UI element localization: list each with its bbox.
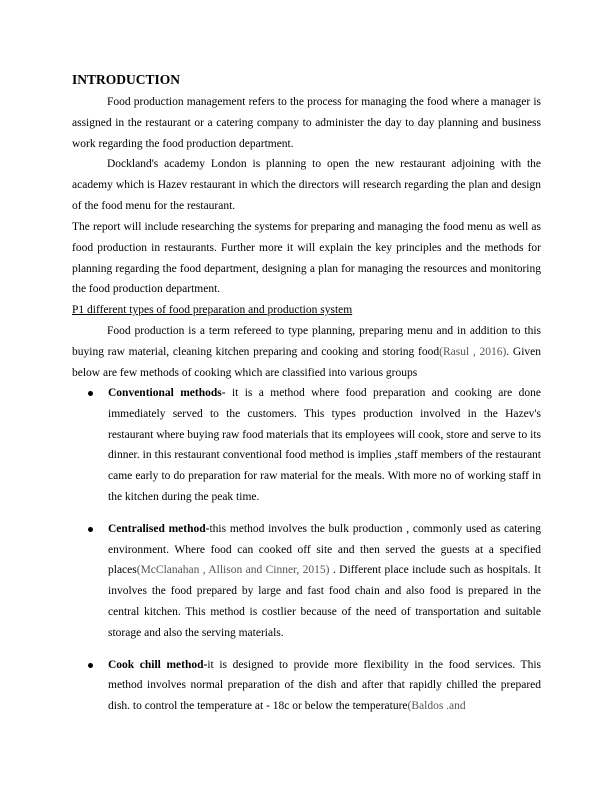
section-intro-paragraph: [72, 321, 541, 383]
method-title: Centralised method-: [108, 522, 210, 535]
list-item: [72, 519, 541, 644]
section-intro-text-end: . Given below are few methods of cooking which are classified into various groups: [72, 345, 541, 379]
method-text: it is designed to provide more flexibility in the food services. This method involves normal preparation of the dish and after that rapidly chilled the prepared dish. to control the temperature at - 18c or below the temperature: [108, 658, 541, 713]
method-title: Conventional methods-: [108, 387, 226, 399]
intro-paragraph-3: The report will include researching the systems for preparing and managing the food menu as well as food production in restaurants. Further more it will explain the key principles and the methods for planning regarding the food department, designing a plan for managing the resources and monitoring the food production department.: [72, 221, 541, 296]
method-text: this method involves the bulk production , commonly used as catering environment. Where food can cooked off site and then served the guests at a specified places: [108, 522, 541, 577]
section-heading: P1 different types of food preparation and production system: [72, 304, 353, 316]
list-item: [72, 655, 541, 717]
method-citation: (Baldos .and: [407, 700, 466, 713]
methods-list: [72, 383, 541, 728]
page-title: INTRODUCTION: [72, 72, 181, 87]
method-title: Cook chill method-: [108, 658, 208, 671]
bullet-icon: [88, 391, 93, 396]
bullet-icon: [88, 663, 93, 668]
method-citation: (McClanahan , Allison and Cinner, 2015): [136, 564, 330, 577]
list-item: [72, 383, 541, 508]
intro-paragraph-1: Food production management refers to the process for managing the food where a manager is assigned in the restaurant or a catering company to administer the day to day planning and business work regarding the food production department.: [72, 96, 541, 150]
section-intro-text: Food production is a term refereed to type planning, preparing menu and in addition to this buying raw material, cleaning kitchen preparing and cooking and storing food: [72, 325, 541, 358]
section-intro-citation: (Rasul , 2016): [439, 345, 507, 358]
method-text: it is a method where food preparation and cooking are done immediately served to the customers. This types production involved in the Hazev's restaurant where buying raw food materials that its employees will cook, store and serve to its dinner. in this restaurant conventional food method is implies ,staff members of the restaurant came early to do preparation for raw material for the meals. With more no of working staff in the kitchen during the peak time.: [108, 387, 541, 503]
method-text-end: . Different place include such as hospitals. It involves the food prepared by large and fast food chain and also food is prepared in the central kitchen. This method is costlier because of the need of transportation and suitable storage and also the serving materials.: [108, 564, 542, 639]
intro-paragraph-2: Dockland's academy London is planning to open the new restaurant adjoining with the academy which is Hazev restaurant in which the directors will research regarding the plan and design of the food menu for the restaurant.: [72, 158, 541, 212]
bullet-icon: [88, 527, 93, 532]
